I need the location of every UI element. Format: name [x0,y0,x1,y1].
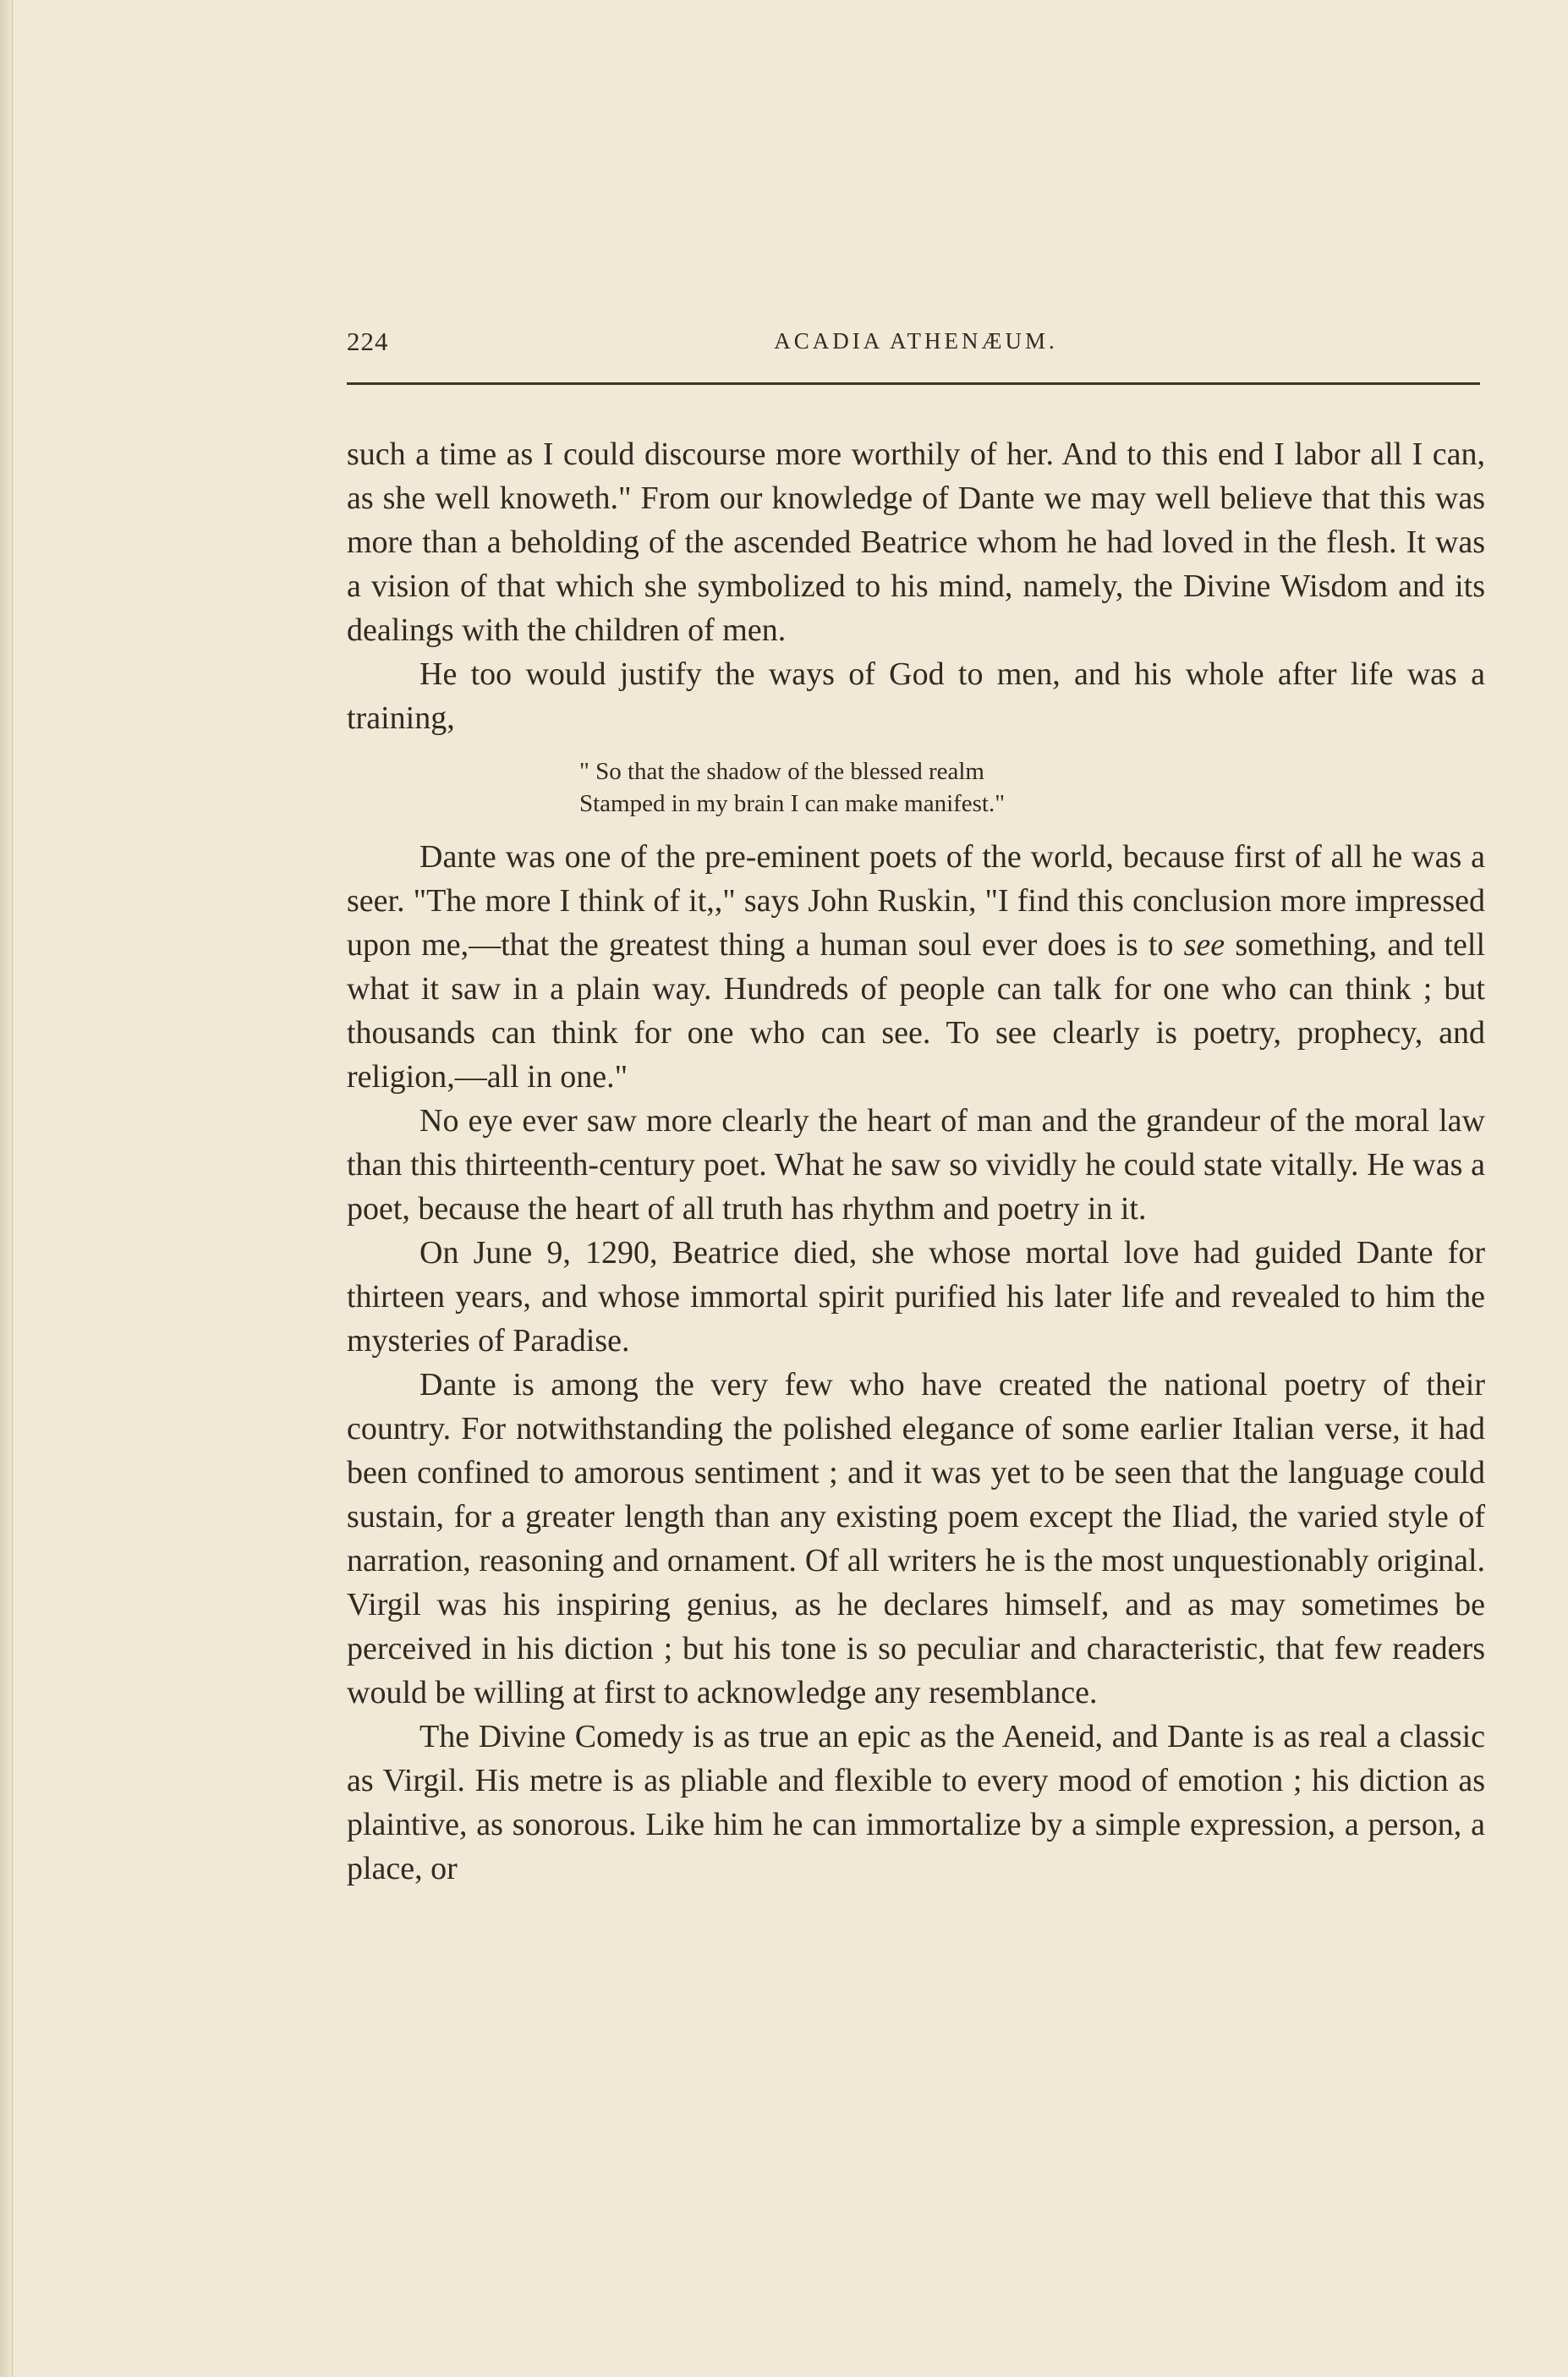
header-rule [347,382,1480,385]
paragraph-4: No eye ever saw more clearly the heart of man and the grandeur of the moral law than this thirteenth-century poet. What he saw so vividly he could state vitally. He was a poet, because the heart of all truth has rhythm and poetry in it. [347,1103,1485,1227]
page-edge-line [12,0,13,2377]
verse-line-2: Stamped in my brain I can make manifest." [579,790,1006,817]
paragraph-7: The Divine Comedy is as true an epic as the Aeneid, and Dante is as real a classic as Virgil. His metre is as pliable and flexible to every mood of emotion ; his diction as plaintive, as sonorous. Like him he can immortalize by a simple expression, a person, a place, or [347,1719,1485,1886]
paragraph-3-emphasis: see [1183,927,1225,963]
paragraph-1: such a time as I could discourse more worthily of her. And to this end I labor all I can, as she well knoweth." From our knowledge of Dante we may well believe that this was more than a beholding of the ascended Beatrice whom he had loved in the flesh. It was a vision of that which she symbolized to his mind, namely, the Divine Wisdom and its dealings with the children of men. [347,436,1485,648]
paragraph-2: He too would justify the ways of God to men, and his whole after life was a training, [347,656,1485,736]
paragraph-3 [347,835,1485,1099]
page [347,321,1485,1891]
paragraph-5: On June 9, 1290, Beatrice died, she whose mortal love had guided Dante for thirteen years, and whose immortal spirit purified his later life and revealed to him the mysteries of Paradise. [347,1235,1485,1359]
journal-title: ACADIA ATHENÆUM. [774,328,1058,354]
page-number: 224 [347,327,389,356]
verse-quote [579,755,1485,820]
running-head [347,321,1485,372]
paragraph-3-text-a: Dante was one of the pre-eminent poets of the world, because first of all he was a seer. "The more I think of it,," says John Ruskin, "I find this conclusion more impressed upon me,—that the greatest thing a human soul ever does is to [347,839,1485,963]
verse-line-1: " So that the shadow of the blessed realm [579,758,984,785]
paragraph-3-text-b: something, and tell what it saw in a plain way. Hundreds of people can talk for one who can think ; but thousands can think for one who can see. To see clearly is poetry, prophecy, and religion,—all in one." [347,927,1485,1095]
body-text [347,432,1485,1891]
paragraph-6: Dante is among the very few who have created the national poetry of their country. For notwithstanding the polished elegance of some earlier Italian verse, it had been confined to amorous sentiment ; and it was yet to be seen that the language could sustain, for a greater length than any existing poem except the Iliad, the varied style of narration, reasoning and ornament. Of all writers he is the most unquestionably original. Virgil was his inspiring genius, as he declares himself, and as may sometimes be perceived in his diction ; but his tone is so peculiar and characteristic, that few readers would be willing at first to acknowledge any resemblance. [347,1367,1485,1710]
